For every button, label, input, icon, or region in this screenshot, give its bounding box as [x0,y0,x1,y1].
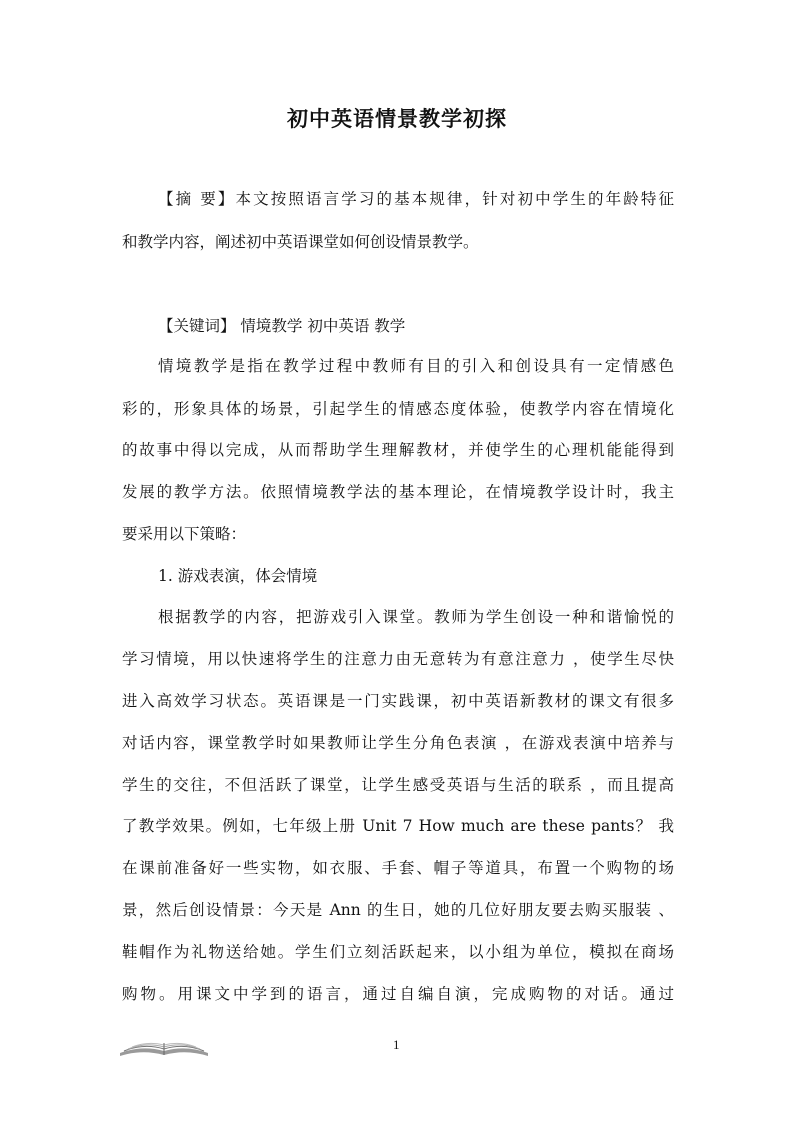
body-line: 根据教学的内容，把游戏引入课堂。教师为学生创设一种和谐愉悦的 [158,608,674,626]
body-line: 进入高效学习状态。英语课是一门实践课，初中英语新教材的课文有很多 [122,692,674,710]
body-line: 要采用以下策略： [122,525,247,543]
body-line: 学生的交往，不但活跃了课堂，让学生感受英语与生活的联系 ，而且提高 [122,776,674,794]
body-line: 对话内容，课堂教学时如果教师让学生分角色表演 ，在游戏表演中培养与 [122,734,674,752]
body-line: 的故事中得以完成，从而帮助学生理解教材，并使学生的心理机能能得到 [122,441,674,459]
page-number: 1 [393,1037,400,1052]
body-line: 鞋帽作为礼物送给她。学生们立刻活跃起来，以小组为单位，模拟在商场 [122,943,674,961]
body-line: 在课前准备好一些实物，如衣服、手套、帽子等道具，布置一个购物的场 [122,859,674,877]
body-line: 发展的教学方法。依照情境教学法的基本理论，在情境教学设计时，我主 [122,483,674,501]
body-line: 了教学效果。例如，七年级上册 Unit 7 How much are these pants？ 我 [122,817,674,835]
abstract-line-2: 和教学内容，阐述初中英语课堂如何创设情景教学。 [122,233,479,251]
body-line: 学习情境，用以快速将学生的注意力由无意转为有意注意力 ，使学生尽快 [122,650,674,668]
open-book-icon [118,1033,210,1059]
body-line: 景，然后创设情景：今天是 Ann 的生日，她的几位好朋友要去购买服装 、 [122,901,674,919]
document-title: 初中英语情景教学初探 [287,106,507,131]
section-heading: 1. 游戏表演，体会情境 [158,567,318,585]
body-line: 购物。用课文中学到的语言，通过自编自演，完成购物的对话。通过 [122,985,674,1003]
abstract-line-1: 【摘 要】本文按照语言学习的基本规律，针对初中学生的年龄特征 [158,190,674,208]
keywords-line: 【关键词】 情境教学 初中英语 教学 [158,317,406,335]
body-line: 情境教学是指在教学过程中教师有目的引入和创设具有一定情感色 [158,357,674,375]
body-line: 彩的，形象具体的场景，引起学生的情感态度体验，使教学内容在情境化 [122,400,674,418]
